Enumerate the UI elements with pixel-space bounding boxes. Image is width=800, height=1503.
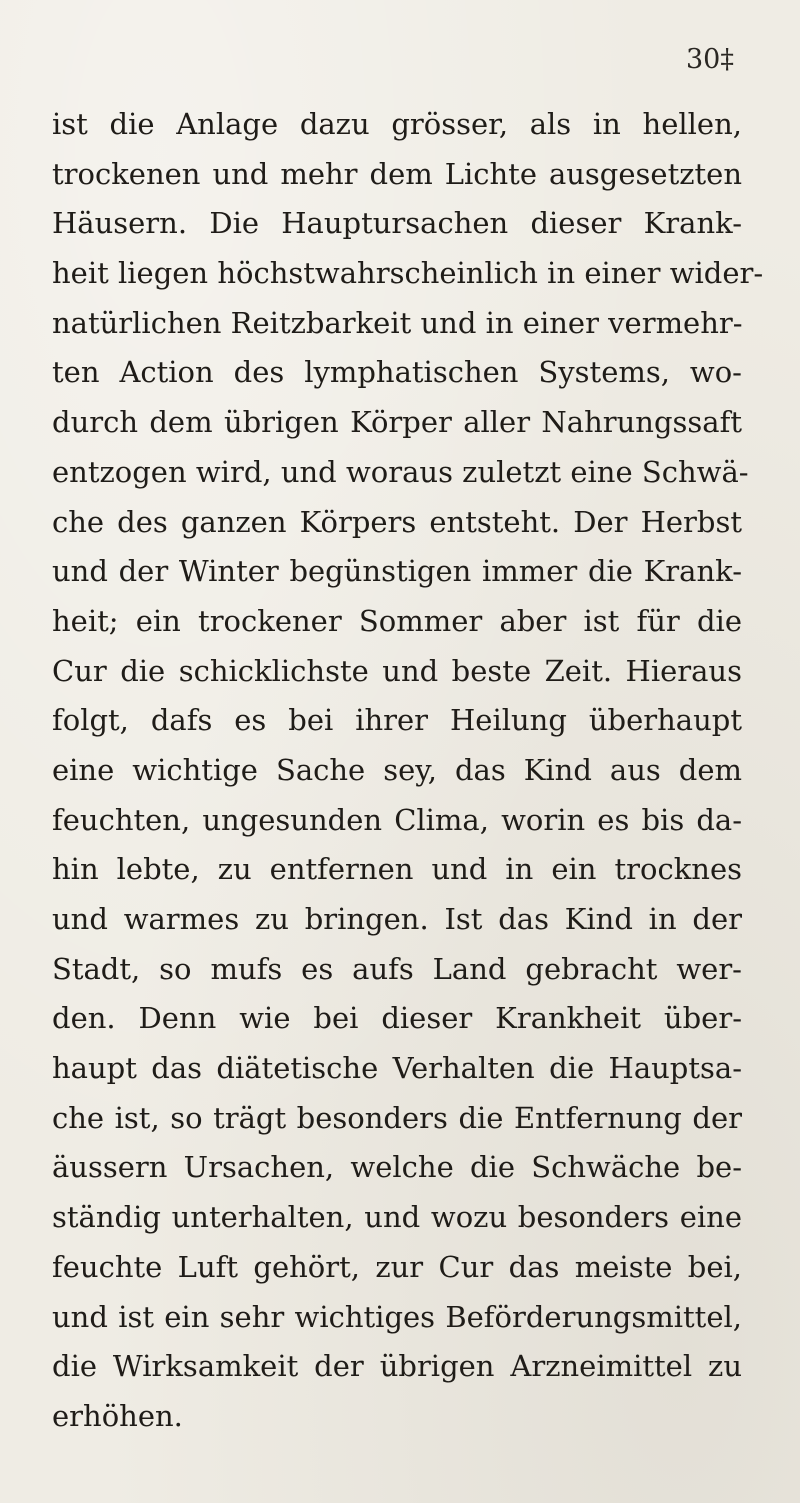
text-line: ten Action des lymphatischen Systems, wo- <box>52 355 742 390</box>
text-line: feuchte Luft gehört, zur Cur das meiste bei, <box>52 1249 742 1284</box>
text-line: Stadt, so mufs es aufs Land gebracht wer- <box>52 951 742 986</box>
text-line: und der Winter begünstigen immer die Krank- <box>52 554 742 589</box>
text-line: und ist ein sehr wichtiges Beförderungsmittel, <box>52 1299 742 1334</box>
text-line: feuchten, ungesunden Clima, worin es bis da- <box>52 802 742 837</box>
text-line: trockenen und mehr dem Lichte ausgesetzten <box>52 156 742 191</box>
text-line: die Wirksamkeit der übrigen Arzneimittel zu <box>52 1349 742 1384</box>
text-line: ist die Anlage dazu grösser, als in hellen, <box>52 107 742 141</box>
text-line: und warmes zu bringen. Ist das Kind in der <box>52 902 742 936</box>
page-number: 30‡ <box>686 44 734 75</box>
body-text <box>52 100 764 1442</box>
text-line: che ist, so trägt besonders die Entfernung der <box>52 1100 742 1135</box>
text-line: heit; ein trockener Sommer aber ist für die <box>52 603 742 638</box>
text-line: eine wichtige Sache sey, das Kind aus dem <box>52 752 742 787</box>
text-line: Häusern. Die Hauptursachen dieser Krank- <box>52 206 742 241</box>
text-line: che des ganzen Körpers entsteht. Der Herbst <box>52 504 742 539</box>
text-line: den. Denn wie bei dieser Krankheit über- <box>52 1001 742 1036</box>
text-line: hin lebte, zu entfernen und in ein trocknes <box>52 852 742 887</box>
text-line: haupt das diätetische Verhalten die Hauptsa- <box>52 1051 742 1086</box>
text-line: erhöhen. <box>52 1398 183 1433</box>
text-line: äussern Ursachen, welche die Schwäche be- <box>52 1150 742 1185</box>
text-line: durch dem übrigen Körper aller Nahrungssaft <box>52 405 742 440</box>
text-line: folgt, dafs es bei ihrer Heilung überhaupt <box>52 703 742 738</box>
text-line: Cur die schicklichste und beste Zeit. Hieraus <box>52 653 742 688</box>
text-line: natürlichen Reitzbarkeit und in einer vermehr- <box>52 305 743 340</box>
text-line: entzogen wird, und woraus zuletzt eine Schwä- <box>52 454 749 489</box>
text-line: heit liegen höchstwahrscheinlich in einer wider- <box>52 256 764 291</box>
text-line: ständig unterhalten, und wozu besonders eine <box>52 1200 742 1235</box>
